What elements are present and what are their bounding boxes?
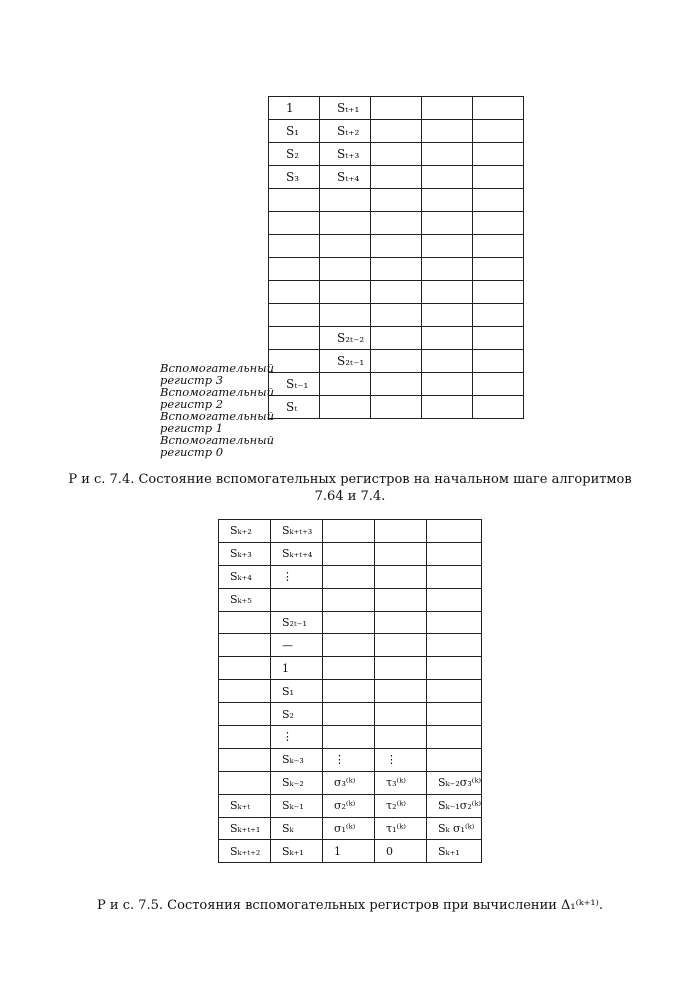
table-cell: Sₖ₊₁ bbox=[271, 840, 323, 863]
table-cell bbox=[269, 281, 320, 304]
table-row bbox=[269, 304, 524, 327]
table-row bbox=[219, 657, 482, 680]
table-cell bbox=[371, 373, 422, 396]
table-cell: Sₖ₋₁ bbox=[271, 794, 323, 817]
table-cell bbox=[375, 520, 427, 543]
table-cell bbox=[219, 771, 271, 794]
table-cell bbox=[473, 258, 524, 281]
table-cell: Sₖ₊₃ bbox=[219, 542, 271, 565]
table-cell bbox=[323, 565, 375, 588]
table-cell: Sₖ σ₁⁽ᵏ⁾ bbox=[427, 817, 482, 840]
table-cell bbox=[219, 657, 271, 680]
table-row bbox=[269, 327, 524, 350]
table-cell bbox=[422, 212, 473, 235]
figure-caption-7-5: Р и с. 7.5. Состояния вспомогательных регистров при вычислении Δ₁⁽ᵏ⁺¹⁾. bbox=[97, 898, 603, 913]
table-cell: Sₖ bbox=[271, 817, 323, 840]
table-cell bbox=[375, 657, 427, 680]
table-cell: Sₖ₋₃ bbox=[271, 748, 323, 771]
table-cell: Sₖ₋₁σ₂⁽ᵏ⁾ bbox=[427, 794, 482, 817]
table-cell bbox=[427, 542, 482, 565]
table-cell: Sₜ bbox=[269, 396, 320, 419]
table-cell: Sₜ₊₁ bbox=[320, 97, 371, 120]
table-cell bbox=[320, 258, 371, 281]
table-cell bbox=[422, 166, 473, 189]
table-cell bbox=[375, 588, 427, 611]
table-cell: Sₖ₋₂ bbox=[271, 771, 323, 794]
table-cell bbox=[269, 327, 320, 350]
table-cell: 1 bbox=[323, 840, 375, 863]
table-row bbox=[269, 166, 524, 189]
table-cell: Sₖ₊₅ bbox=[219, 588, 271, 611]
table-row bbox=[219, 840, 482, 863]
table-row bbox=[269, 350, 524, 373]
table-cell bbox=[375, 726, 427, 749]
figure-caption-7-4: Р и с. 7.4. Состояние вспомогательных регистров на начальном шаге алгоритмов 7.64 и 7.4. bbox=[68, 472, 632, 504]
table-cell bbox=[371, 120, 422, 143]
table-cell bbox=[371, 143, 422, 166]
table-cell bbox=[323, 520, 375, 543]
table-cell: S₁ bbox=[271, 680, 323, 703]
table-cell bbox=[371, 97, 422, 120]
table-cell: S₂ bbox=[271, 703, 323, 726]
table-cell bbox=[219, 611, 271, 634]
table-cell: σ₃⁽ᵏ⁾ bbox=[323, 771, 375, 794]
table-cell bbox=[422, 304, 473, 327]
table-cell: Sₖ₊ₜ₊₂ bbox=[219, 840, 271, 863]
table-cell bbox=[422, 373, 473, 396]
table-cell bbox=[323, 542, 375, 565]
table-cell bbox=[269, 212, 320, 235]
table-cell bbox=[422, 189, 473, 212]
table-cell: Sₖ₊ₜ bbox=[219, 794, 271, 817]
register-label-3: Вспомогательный регистр 3 bbox=[160, 361, 274, 387]
table-cell: Sₜ₊₂ bbox=[320, 120, 371, 143]
table-cell bbox=[375, 611, 427, 634]
table-cell bbox=[320, 235, 371, 258]
table-cell bbox=[323, 611, 375, 634]
table-cell bbox=[323, 703, 375, 726]
table-row bbox=[219, 588, 482, 611]
table-cell bbox=[371, 258, 422, 281]
table-cell: ⋮ bbox=[375, 748, 427, 771]
table-cell: σ₁⁽ᵏ⁾ bbox=[323, 817, 375, 840]
table-cell bbox=[375, 703, 427, 726]
table-cell: Sₜ₊₃ bbox=[320, 143, 371, 166]
table-cell bbox=[473, 189, 524, 212]
table-row bbox=[219, 542, 482, 565]
register-label-0: Вспомогательный регистр 0 bbox=[160, 433, 274, 459]
table-cell: τ₁⁽ᵏ⁾ bbox=[375, 817, 427, 840]
table-row bbox=[219, 634, 482, 657]
table-row bbox=[269, 258, 524, 281]
table-row bbox=[219, 794, 482, 817]
table-cell bbox=[473, 166, 524, 189]
table-cell bbox=[219, 726, 271, 749]
table-cell bbox=[323, 726, 375, 749]
table-cell: Sₖ₊₁ bbox=[427, 840, 482, 863]
table-row bbox=[269, 143, 524, 166]
table-row bbox=[219, 771, 482, 794]
table-cell bbox=[422, 120, 473, 143]
table-row bbox=[269, 189, 524, 212]
table-cell bbox=[473, 304, 524, 327]
table-cell bbox=[427, 588, 482, 611]
table-row bbox=[269, 281, 524, 304]
table-cell bbox=[371, 235, 422, 258]
table-cell: Sₜ₋₁ bbox=[269, 373, 320, 396]
register-label-2: Вспомогательный регистр 2 bbox=[160, 385, 274, 411]
table-cell bbox=[371, 327, 422, 350]
table-cell: Sₖ₊₄ bbox=[219, 565, 271, 588]
table-cell bbox=[320, 304, 371, 327]
table-cell bbox=[473, 373, 524, 396]
table-cell bbox=[427, 703, 482, 726]
table-cell: σ₂⁽ᵏ⁾ bbox=[323, 794, 375, 817]
table-cell bbox=[371, 189, 422, 212]
table-cell bbox=[427, 565, 482, 588]
table-cell bbox=[219, 748, 271, 771]
table-cell: S₂ₜ₋₂ bbox=[320, 327, 371, 350]
register-table-fig-7-5 bbox=[218, 519, 482, 863]
table-row bbox=[219, 565, 482, 588]
table-cell bbox=[422, 327, 473, 350]
table-cell: S₂ bbox=[269, 143, 320, 166]
table-cell: ⋮ bbox=[271, 726, 323, 749]
table-cell bbox=[320, 212, 371, 235]
table-cell: Sₖ₊ₜ₊₃ bbox=[271, 520, 323, 543]
table-cell bbox=[427, 611, 482, 634]
table-cell bbox=[219, 703, 271, 726]
table-cell bbox=[422, 143, 473, 166]
table-cell bbox=[320, 373, 371, 396]
table-cell bbox=[219, 680, 271, 703]
table-cell bbox=[375, 680, 427, 703]
table-cell bbox=[269, 304, 320, 327]
table-row bbox=[269, 120, 524, 143]
table-cell bbox=[323, 634, 375, 657]
table-cell bbox=[269, 189, 320, 212]
table-cell bbox=[269, 350, 320, 373]
table-cell bbox=[269, 258, 320, 281]
table-cell bbox=[473, 212, 524, 235]
table-row bbox=[219, 680, 482, 703]
table-cell bbox=[422, 350, 473, 373]
table-cell bbox=[219, 634, 271, 657]
table-cell: Sₖ₊ₜ₊₁ bbox=[219, 817, 271, 840]
table-row bbox=[269, 373, 524, 396]
table-cell: Sₖ₊₂ bbox=[219, 520, 271, 543]
table-cell: 0 bbox=[375, 840, 427, 863]
table-cell bbox=[271, 588, 323, 611]
table-cell: S₁ bbox=[269, 120, 320, 143]
table-cell bbox=[473, 120, 524, 143]
table-cell: ⋮ bbox=[271, 565, 323, 588]
table-cell bbox=[371, 304, 422, 327]
table-cell: — bbox=[271, 634, 323, 657]
table-cell bbox=[320, 281, 371, 304]
table-cell bbox=[422, 396, 473, 419]
table-cell bbox=[323, 680, 375, 703]
table-row bbox=[269, 97, 524, 120]
table-cell: τ₃⁽ᵏ⁾ bbox=[375, 771, 427, 794]
table-cell bbox=[269, 235, 320, 258]
table-cell bbox=[427, 726, 482, 749]
table-cell: S₃ bbox=[269, 166, 320, 189]
table-cell bbox=[375, 542, 427, 565]
table-cell bbox=[427, 520, 482, 543]
table-cell: Sₖ₊ₜ₊₄ bbox=[271, 542, 323, 565]
table-cell bbox=[371, 166, 422, 189]
table-row bbox=[219, 703, 482, 726]
table-row bbox=[219, 726, 482, 749]
table-cell bbox=[375, 634, 427, 657]
table-row bbox=[219, 817, 482, 840]
table-cell: Sₜ₊₄ bbox=[320, 166, 371, 189]
table-row bbox=[219, 611, 482, 634]
table-cell: Sₖ₋₂σ₃⁽ᵏ⁾ bbox=[427, 771, 482, 794]
table-cell bbox=[320, 396, 371, 419]
table-cell bbox=[427, 680, 482, 703]
table-cell: τ₂⁽ᵏ⁾ bbox=[375, 794, 427, 817]
table-row bbox=[219, 748, 482, 771]
table-cell bbox=[473, 143, 524, 166]
table-row bbox=[219, 520, 482, 543]
table-cell bbox=[473, 235, 524, 258]
table-cell bbox=[473, 327, 524, 350]
table-cell bbox=[473, 281, 524, 304]
table-cell bbox=[473, 350, 524, 373]
table-cell bbox=[320, 189, 371, 212]
table-cell bbox=[371, 396, 422, 419]
table-cell bbox=[422, 235, 473, 258]
table-cell bbox=[473, 97, 524, 120]
table-cell bbox=[371, 281, 422, 304]
table-cell: ⋮ bbox=[323, 748, 375, 771]
table-cell: 1 bbox=[271, 657, 323, 680]
table-row bbox=[269, 212, 524, 235]
table-cell bbox=[427, 657, 482, 680]
table-cell bbox=[427, 748, 482, 771]
table-cell: S₂ₜ₋₁ bbox=[320, 350, 371, 373]
table-cell bbox=[422, 281, 473, 304]
table-cell: S₂ₜ₋₁ bbox=[271, 611, 323, 634]
register-table-fig-7-4 bbox=[268, 96, 524, 419]
table-cell bbox=[422, 97, 473, 120]
table-cell bbox=[375, 565, 427, 588]
table-cell bbox=[422, 258, 473, 281]
table-row bbox=[269, 396, 524, 419]
table-cell bbox=[371, 212, 422, 235]
table-cell bbox=[323, 588, 375, 611]
table-cell bbox=[371, 350, 422, 373]
table-row bbox=[269, 235, 524, 258]
register-label-1: Вспомогательный регистр 1 bbox=[160, 409, 274, 435]
table-cell bbox=[427, 634, 482, 657]
table-cell bbox=[473, 396, 524, 419]
table-cell: 1 bbox=[269, 97, 320, 120]
table-cell bbox=[323, 657, 375, 680]
